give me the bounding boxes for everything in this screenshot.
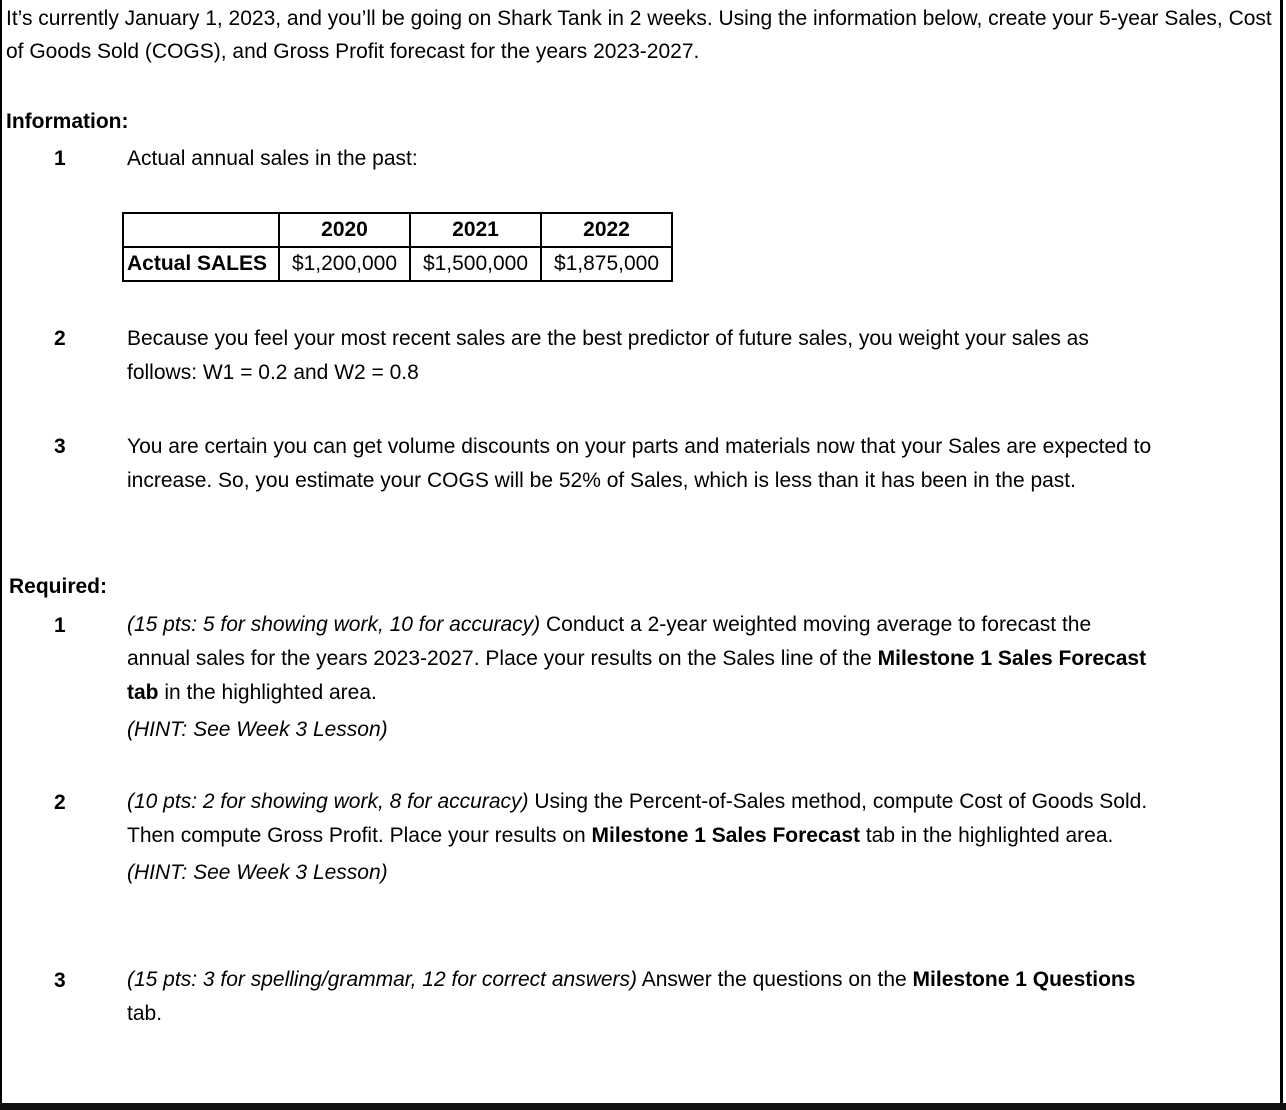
info-num-3: 3 — [54, 435, 66, 458]
row-label: Actual SALES — [123, 247, 279, 281]
info-text-2: Because you feel your most recent sales are the best predictor of future sales, you weight your sales as follows: W1 = 0.2 and W2 = 0.8 — [127, 327, 1089, 384]
info-text-3: You are certain you can get volume discounts on your parts and materials now that your Sales are expected to increase. So, you estimate your COGS will be 52% of Sales, which is less than it has been in the past. — [127, 435, 1152, 492]
intro-text: It’s currently January 1, 2023, and you’ll be going on Shark Tank in 2 weeks. Using the information below, create your 5-year Sales, Cost of Goods Sold (COGS), and Gross Profit forecast for the years 2023-2027. — [6, 7, 1272, 63]
bottom-border — [0, 1103, 1286, 1110]
req-hint-1: (HINT: See Week 3 Lesson) — [127, 718, 388, 741]
req-points-2: (10 pts: 2 for showing work, 8 for accuracy) — [127, 790, 529, 813]
year-header-2021: 2021 — [410, 213, 541, 247]
table-corner-cell — [123, 213, 279, 247]
req-points-1: (15 pts: 5 for showing work, 10 for accuracy) — [127, 613, 541, 636]
info-num-2: 2 — [54, 327, 66, 350]
req-text-1 — [127, 608, 1157, 747]
req-tab-name-2: Milestone 1 Sales Forecast — [591, 824, 860, 847]
req-num-3: 3 — [54, 969, 66, 992]
year-header-2022: 2022 — [541, 213, 672, 247]
req-text-2a: Using the Percent-of-Sales method, compute Cost of Goods Sold. Then compute Gross Profit. Place your results on — [127, 790, 1148, 847]
sales-value-2021: $1,500,000 — [410, 247, 541, 281]
req-tab-name-3: Milestone 1 Questions — [912, 968, 1136, 991]
info-num-1: 1 — [54, 147, 66, 170]
req-text-3b: tab. — [127, 1002, 163, 1025]
req-points-3: (15 pts: 3 for spelling/grammar, 12 for correct answers) — [127, 968, 638, 991]
req-text-3a: Answer the questions on the — [637, 968, 913, 991]
req-text-1b: in the highlighted area. — [158, 681, 377, 704]
table-row — [123, 247, 672, 281]
req-text-1a: Conduct a 2-year weighted moving average to forecast the annual sales for the years 2023-2027. Place your results on the Sales line of the — [127, 613, 1092, 670]
required-heading: Required: — [9, 575, 108, 598]
req-hint-2: (HINT: See Week 3 Lesson) — [127, 861, 388, 884]
req-text-2b: tab in the highlighted area. — [860, 824, 1114, 847]
sales-value-2020: $1,200,000 — [279, 247, 410, 281]
table-header-row — [123, 213, 672, 247]
sales-value-2022: $1,875,000 — [541, 247, 672, 281]
req-text-3 — [127, 963, 1157, 1031]
info-text-1: Actual annual sales in the past: — [127, 147, 418, 170]
req-num-1: 1 — [54, 614, 66, 637]
req-tab-name-1: Milestone 1 Sales Forecast tab — [127, 647, 1147, 704]
information-heading: Information: — [6, 110, 129, 133]
year-header-2020: 2020 — [279, 213, 410, 247]
actual-sales-table — [122, 212, 673, 282]
req-num-2: 2 — [54, 791, 66, 814]
req-text-2 — [127, 785, 1157, 890]
